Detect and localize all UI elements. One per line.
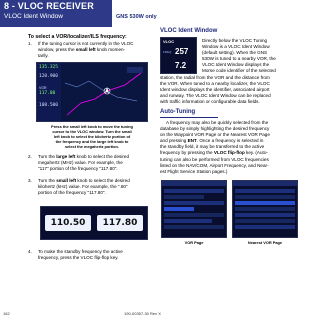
list-row: [235, 195, 295, 199]
ident-para-wrapped: [202, 38, 298, 75]
vloc-active-frequency: 110.50: [45, 215, 91, 231]
step-4-text: [38, 249, 156, 261]
vor-page-graphic: [162, 181, 226, 237]
paragraph-line: database by simply highlighting the desired frequency: [160, 126, 270, 132]
step-4-line: frequency, press the VLOC flip-flop key.: [38, 255, 119, 261]
ident-row1-label: FREQ: [163, 50, 172, 54]
paragraph-line: Directly below the VLOC Tuning: [202, 38, 268, 43]
paragraph-line: the VOR. When tuned to a nearby localizer, the VLOC: [160, 81, 270, 87]
paragraph-line: Ident window displays the identifier, associated airport: [160, 87, 270, 93]
map-screenshot: [36, 62, 148, 122]
step-1-line: If the tuning cursor is not currently in the VLOC: [38, 41, 134, 46]
vloc-standby-freq: 108.500: [39, 103, 58, 108]
step-3-text: [38, 178, 156, 196]
data-row: [164, 189, 224, 193]
page-number: 162: [3, 311, 10, 316]
step-4-line: To make the standby frequency the active: [38, 249, 123, 254]
auto-tuning-para: [160, 120, 298, 175]
step-3-line: kilohertz (kHz) value. For example, the ".80": [38, 184, 128, 190]
list-row: [235, 219, 295, 223]
vloc-standby-frequency: 117.80: [97, 215, 143, 231]
data-row: [164, 219, 212, 223]
paragraph-line: on the Waypoint VOR Page or the Nearest VOR Page: [160, 132, 270, 138]
data-row: [164, 213, 224, 217]
vor-page-screenshot: [161, 180, 227, 238]
list-row: [235, 189, 295, 193]
text: knob to select the desired: [75, 154, 130, 159]
vloc-label: VOR: [39, 86, 47, 90]
vloc-ident-screenshot: [160, 37, 197, 74]
paragraph-line: tuning can also be performed from VLOC frequencies: [160, 156, 269, 162]
nav-box: [127, 67, 143, 73]
model-note: GNS 530W only: [116, 14, 157, 20]
vor-page-caption: VOR Page: [184, 240, 204, 245]
list-row: [235, 213, 295, 217]
nearest-vor-graphic: [233, 181, 297, 237]
text: Turn the: [38, 154, 57, 159]
step-2-text: [38, 154, 156, 172]
caption-line: left knob to select the kilohertz portion of: [53, 134, 131, 139]
highlighted-freq: [164, 207, 194, 211]
page-header: [0, 0, 300, 27]
caption-line: Press the small left knob to move the tuning: [51, 124, 133, 129]
paragraph-line: with traffic information or configurable data fields.: [160, 99, 260, 105]
emphasis: small left: [56, 178, 77, 183]
step-number: 4.: [28, 249, 32, 254]
paragraph-line: (default setting). When the GNS: [202, 50, 268, 56]
caption-line: the frequency and the large left knob to: [55, 139, 129, 144]
nearest-vor-caption: Nearest VOR Page: [247, 240, 283, 245]
paragraph-line: est Flight Service Station pages.): [160, 168, 228, 174]
step-2-line: megahertz (MHz) value. For example, the: [38, 160, 123, 166]
emphasis: VLOC flip-flop: [213, 150, 245, 156]
step-number: 3.: [28, 178, 32, 183]
section-title: 8 - VLOC RECEIVER: [4, 1, 94, 11]
vloc-active-freq: 117.80: [39, 91, 56, 96]
heading-underline: [160, 117, 218, 118]
map-caption: [36, 124, 148, 149]
data-row: [164, 201, 224, 205]
paragraph-line: station, the radial from the VOR and the distance from: [160, 75, 270, 80]
list-row: [235, 225, 295, 229]
ident-para-full: [160, 75, 298, 105]
text: frequency by pressing the: [160, 150, 214, 156]
nearest-vor-page-screenshot: [232, 180, 298, 238]
paragraph-line: listed on the NAV/COM, Airport Frequency, and Near-: [160, 162, 269, 168]
ident-title: VLOC: [163, 39, 175, 44]
step-3-line: portion of the frequency "117.80".: [38, 190, 106, 196]
step-2-line: "117" portion of the frequency "117.80".: [38, 166, 118, 172]
step-1-text: [38, 41, 156, 59]
step-1-line: tarily.: [38, 53, 49, 59]
text: . Once a frequency is selected in: [196, 138, 264, 144]
paragraph-line: and runway. The VLOC Ident Window can be replaced: [160, 93, 271, 99]
subsection-title: VLOC Ident Window: [4, 13, 63, 20]
paragraph-line: 530W is tuned to a nearby VOR, the: [202, 56, 276, 62]
step-number: 2.: [28, 154, 32, 159]
paragraph-line: Morse code identifier of the selected: [202, 68, 276, 74]
vloc-ident-heading: VLOC Ident Window: [160, 28, 218, 34]
list-row: [235, 207, 295, 211]
emphasis: large left: [56, 154, 76, 159]
text: Turn the: [38, 178, 57, 183]
paragraph-line: A frequency may also be quickly selected from the: [166, 120, 269, 125]
ident-distance: 7.2: [175, 61, 187, 70]
page-title-bar: [233, 181, 297, 186]
text: knob to select the desired: [76, 178, 130, 183]
step-number: 1.: [28, 41, 32, 46]
emphasis: small left: [75, 47, 96, 53]
data-row: [164, 195, 204, 199]
paragraph-line: the standby field, it may be transferred to the active: [160, 144, 265, 150]
highlighted-row: [235, 201, 295, 205]
caption-line: select the megahertz portion.: [64, 144, 120, 149]
paragraph-line: Window is a VLOC Ident Window: [202, 44, 270, 50]
text: window, press the: [38, 47, 76, 53]
paragraph-line: VLOC Ident Window displays the: [202, 62, 270, 68]
data-row: [164, 225, 224, 229]
caption-line: cursor to the VLOC window. Turn the small: [52, 129, 132, 134]
com-active-freq: 135.325: [39, 65, 58, 70]
text: knob momen-: [95, 47, 126, 53]
auto-tuning-heading: Auto-Tuning: [160, 109, 196, 115]
ident-radial: 257: [175, 47, 189, 56]
document-id: 190-00357-30 Rev X: [124, 311, 161, 316]
page-title-bar: [162, 181, 226, 186]
procedure-heading: To select a VOR/localizer/ILS frequency:: [28, 34, 127, 40]
vloc-window-screenshot: [40, 206, 148, 240]
emphasis: ENT: [187, 138, 197, 144]
com-standby-freq: 120.900: [39, 74, 58, 79]
text: key. (Auto-: [244, 150, 268, 156]
text: and pressing: [160, 138, 188, 144]
